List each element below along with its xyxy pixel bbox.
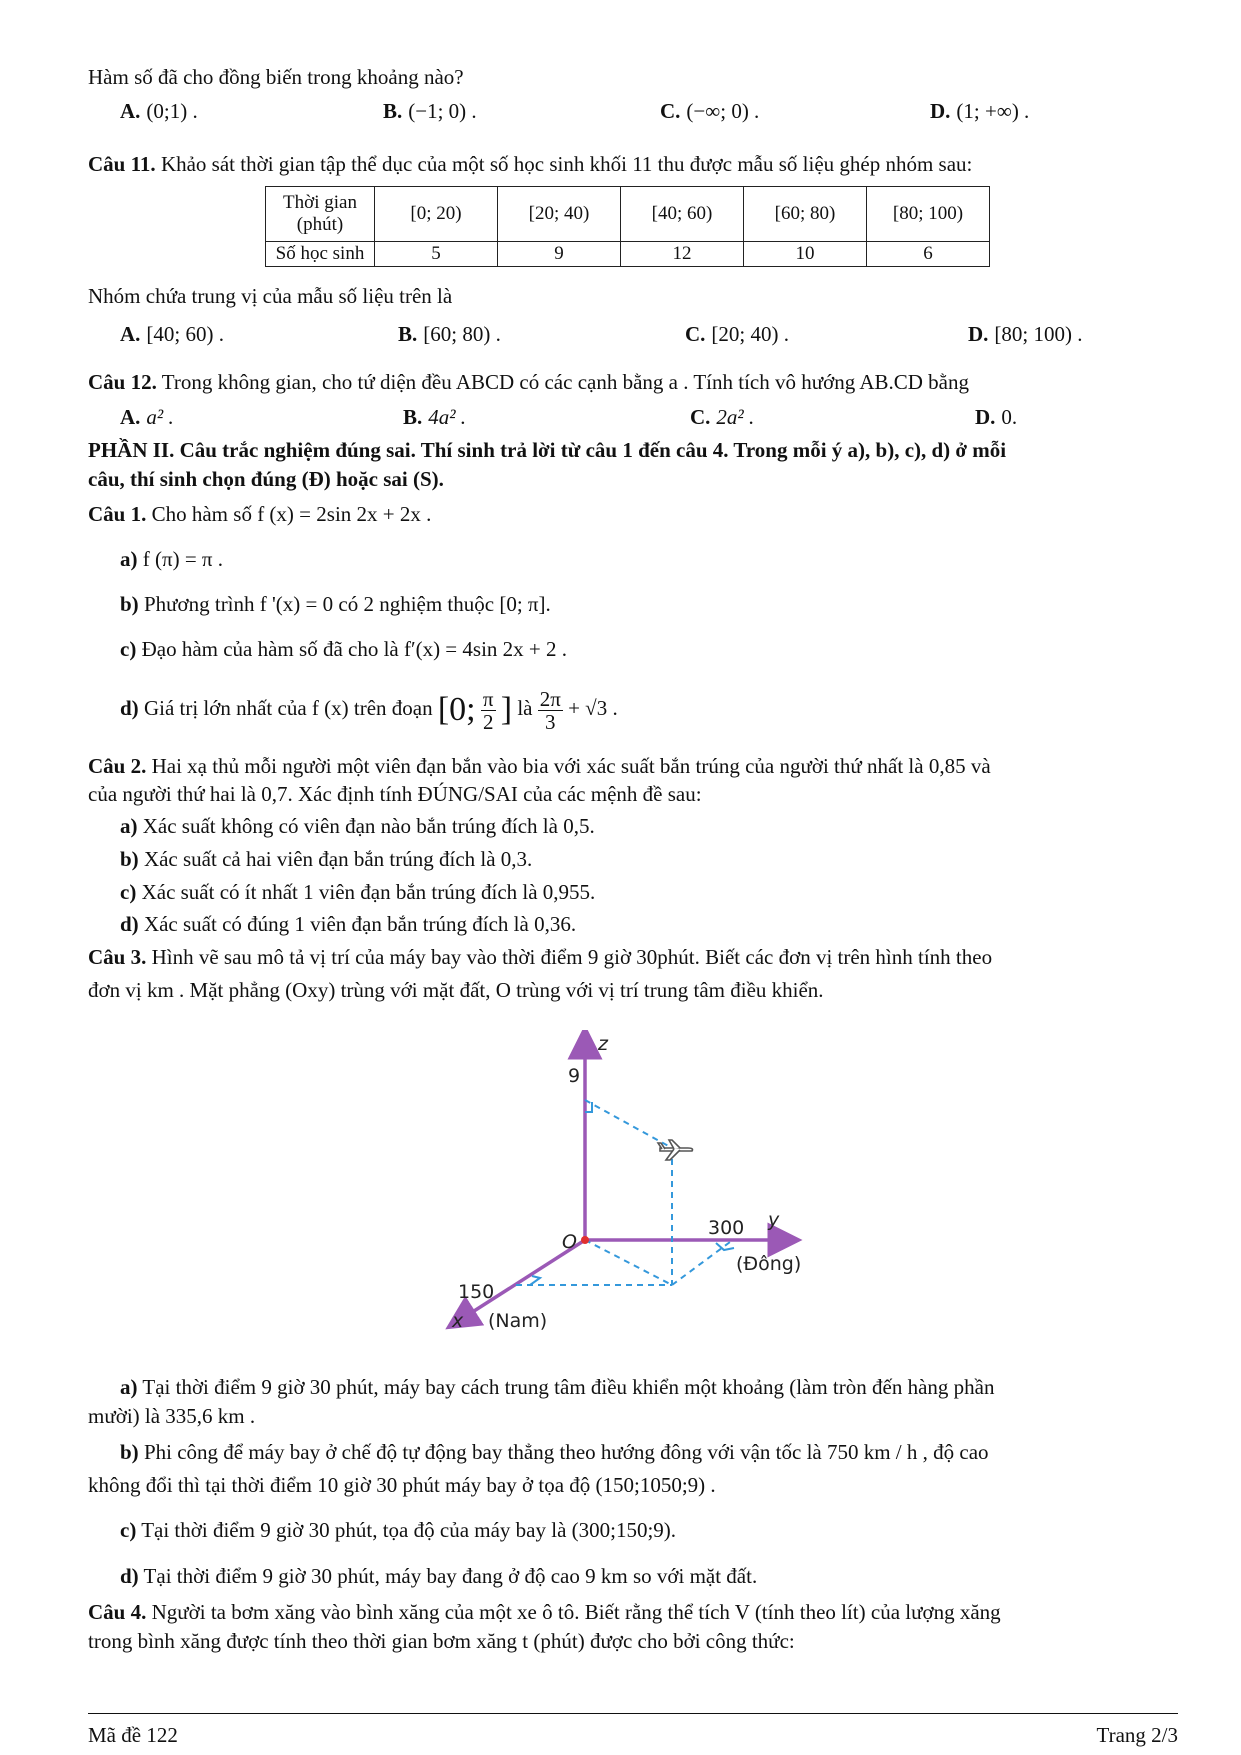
q11-option-a: A. [40; 60) . (120, 322, 224, 346)
c4-stem-cont: trong bình xăng được tính theo thời gian bơm xăng t (phút) được cho bởi công thức: (88, 1629, 795, 1653)
table-count: 6 (867, 242, 990, 267)
c4-stem: Câu 4. Người ta bơm xăng vào bình xăng của một xe ô tô. Biết rằng thể tích V (tính theo lít) của lượng xăng (88, 1600, 1001, 1624)
coordinate-figure (440, 1030, 840, 1350)
south-label: (Nam) (488, 1310, 548, 1332)
c2-item-b: b) Xác suất cả hai viên đạn bắn trúng đích là 0,3. (120, 847, 533, 871)
q10-option-b: B. (−1; 0) . (383, 99, 477, 123)
part2-heading: PHẦN II. Câu trắc nghiệm đúng sai. Thí sinh trả lời từ câu 1 đến câu 4. Trong mỗi ý a), b), c), d) ở mỗi (88, 438, 1007, 462)
table-row-label: Số học sinh (266, 242, 375, 267)
c2-stem: Câu 2. Hai xạ thủ mỗi người một viên đạn bắn vào bia với xác suất bắn trúng của người thứ nhất là 0,85 và (88, 754, 991, 778)
c2-item-a: a) Xác suất không có viên đạn nào bắn trúng đích là 0,5. (120, 814, 595, 838)
q12-option-a: A. a² . (120, 405, 174, 429)
table-header-label: Thời gian (phút) (266, 187, 375, 242)
footer-page-number: Trang 2/3 (1096, 1723, 1178, 1747)
tick-mark (716, 1243, 734, 1250)
label-300: 300 (708, 1217, 745, 1239)
q10-option-d: D. (1; +∞) . (930, 99, 1030, 123)
c3-item-a-cont: mười) là 335,6 km . (88, 1404, 256, 1428)
y-label: y (768, 1209, 780, 1231)
table-group: [80; 100) (867, 187, 990, 242)
c3-item-a: a) Tại thời điểm 9 giờ 30 phút, máy bay cách trung tâm điều khiển một khoảng (làm tròn đến hàng phần (120, 1375, 995, 1399)
c1-item-b: b) Phương trình f '(x) = 0 có 2 nghiệm thuộc [0; π]. (120, 592, 551, 616)
c3-item-b-cont: không đổi thì tại thời điểm 10 giờ 30 phút máy bay ở tọa độ (150;1050;9) . (88, 1473, 716, 1497)
q11-prompt: Nhóm chứa trung vị của mẫu số liệu trên là (88, 284, 453, 308)
q10-intro: Hàm số đã cho đồng biến trong khoảng nào? (88, 65, 464, 89)
c3-stem: Câu 3. Hình vẽ sau mô tả vị trí của máy bay vào thời điểm 9 giờ 30phút. Biết các đơn vị trên hình tính theo (88, 945, 993, 969)
c2-stem-cont: của người thứ hai là 0,7. Xác định tính ĐÚNG/SAI của các mệnh đề sau: (88, 782, 702, 806)
frequency-table (265, 186, 990, 267)
footer-divider (88, 1713, 1178, 1714)
z-label: z (598, 1033, 608, 1055)
table-count: 9 (498, 242, 621, 267)
q12-option-d: D. 0. (975, 405, 1018, 429)
q11-option-d: D. [80; 100) . (968, 322, 1083, 346)
table-count: 10 (744, 242, 867, 267)
c3-item-d: d) Tại thời điểm 9 giờ 30 phút, máy bay đang ở độ cao 9 km so với mặt đất. (120, 1564, 758, 1588)
east-label: (Đông) (736, 1253, 802, 1275)
fraction: $\frac{2\pi}{3}$ (539, 686, 561, 734)
q11-option-b: B. [60; 80) . (398, 322, 501, 346)
q10-option-a: A. (0;1) . (120, 99, 198, 123)
origin-label: O (562, 1231, 577, 1253)
table-count: 12 (621, 242, 744, 267)
fraction: $\frac{\pi}{2}$ (482, 686, 494, 734)
c3-stem-cont: đơn vị km . Mặt phẳng (Oxy) trùng với mặt đất, O trùng với vị trí trung tâm điều khiển. (88, 978, 824, 1002)
label-150: 150 (458, 1281, 495, 1303)
part2-heading-cont: câu, thí sinh chọn đúng (Đ) hoặc sai (S). (88, 467, 444, 491)
table-group: [60; 80) (744, 187, 867, 242)
c2-item-d: d) Xác suất có đúng 1 viên đạn bắn trúng đích là 0,36. (120, 912, 577, 936)
origin-point (581, 1236, 589, 1244)
c1-stem: Câu 1. Cho hàm số f (x) = 2sin 2x + 2x . (88, 502, 432, 526)
c2-item-c: c) Xác suất có ít nhất 1 viên đạn bắn trúng đích là 0,955. (120, 880, 596, 904)
q11-stem: Câu 11. Khảo sát thời gian tập thể dục của một số học sinh khối 11 thu được mẫu số liệu ghép nhóm sau: (88, 152, 973, 176)
footer-exam-code: Mã đề 122 (88, 1723, 178, 1747)
table-group: [40; 60) (621, 187, 744, 242)
q12-option-b: B. 4a² . (403, 405, 467, 429)
q12-stem: Câu 12. Trong không gian, cho tứ diện đều ABCD có các cạnh bằng a . Tính tích vô hướng AB.CD bằng (88, 370, 969, 394)
q12-option-c: C. 2a² . (690, 405, 755, 429)
dashed-guides (516, 1100, 730, 1285)
q10-option-c: C. (−∞; 0) . (660, 99, 760, 123)
table-count: 5 (375, 242, 498, 267)
tick-mark (530, 1276, 540, 1285)
q11-option-c: C. [20; 40) . (685, 322, 789, 346)
c1-item-d: d) Giá trị lớn nhất của f (x) trên đoạn [0; $\frac{\pi}{2}$ ] là $\frac{2\pi}{3}$ + √3 . (120, 686, 618, 734)
table-group: [20; 40) (498, 187, 621, 242)
c3-item-b: b) Phi công để máy bay ở chế độ tự động bay thẳng theo hướng đông với vận tốc là 750 km / h , độ cao (120, 1440, 989, 1464)
label-9: 9 (568, 1065, 581, 1087)
x-label: x (452, 1310, 464, 1332)
c1-item-c: c) Đạo hàm của hàm số đã cho là f′(x) = 4sin 2x + 2 . (120, 637, 568, 661)
c1-item-a: a) f (π) = π . (120, 547, 224, 571)
table-group: [0; 20) (375, 187, 498, 242)
c3-item-c: c) Tại thời điểm 9 giờ 30 phút, tọa độ của máy bay là (300;150;9). (120, 1518, 677, 1542)
